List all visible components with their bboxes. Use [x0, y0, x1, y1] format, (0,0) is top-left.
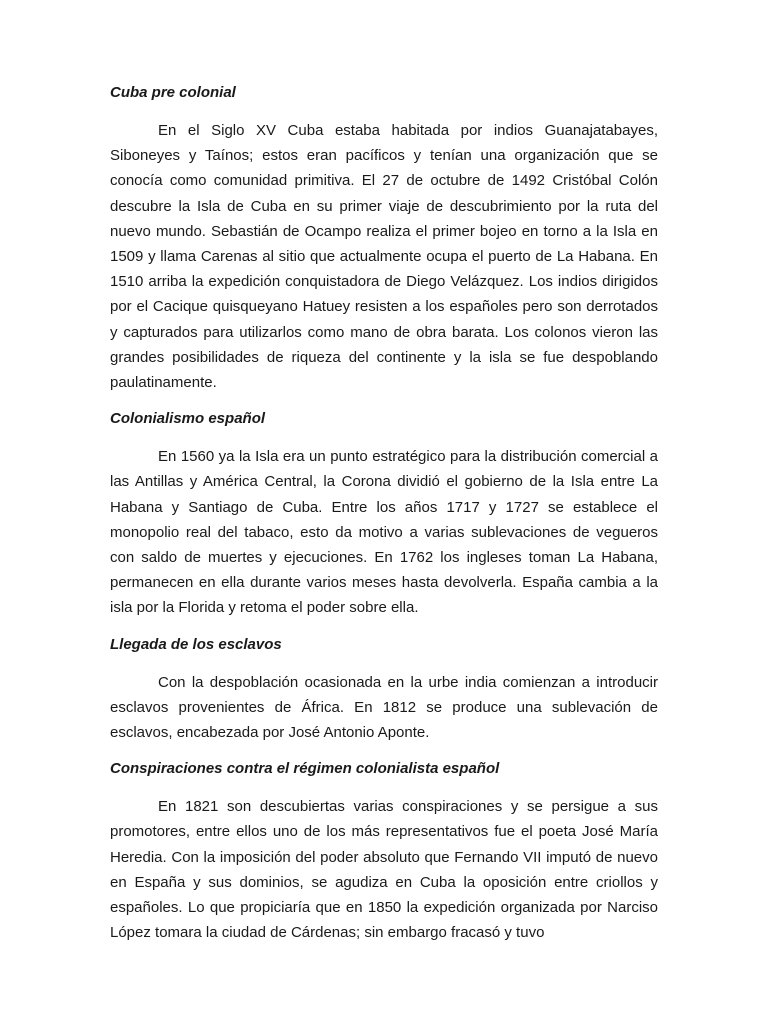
section-paragraph: Con la despoblación ocasionada en la urbe india comienzan a introducir esclavos provenientes de África. En 1812 se produce una sublevación de esclavos, encabezada por José Antonio Aponte.	[110, 673, 658, 742]
section-cuba-pre-colonial	[110, 80, 658, 395]
section-heading: Cuba pre colonial	[110, 84, 236, 101]
section-colonialismo-espanol	[110, 406, 658, 620]
section-heading: Conspiraciones contra el régimen colonialista español	[110, 760, 500, 778]
section-llegada-esclavos	[110, 632, 658, 746]
section-heading: Llegada de los esclavos	[110, 635, 282, 653]
document-page	[110, 80, 658, 956]
section-paragraph: En 1821 son descubiertas varias conspiraciones y se persigue a sus promotores, entre ellos uno de los más representativos fue el poeta José María Heredia. Con la imposición del poder absoluto que Fernando VII imputó de nuevo en España y sus dominios, se agudiza en Cuba la oposición entre criollos y españoles. Lo que propiciaría que en 1850 la expedición organizada por Narciso López tomara la ciudad de Cárdenas; sin embargo fracasó y tuvo	[110, 798, 658, 942]
section-paragraph: En el Siglo XV Cuba estaba habitada por indios Guanajatabayes, Siboneyes y Taínos; estos eran pacíficos y tenían una organización que se conocía como comunidad primitiva. El 27 de octubre de 1492 Cristóbal Colón descubre la Isla de Cuba en su primer viaje de descubrimiento por la ruta del nuevo mundo. Sebastián de Ocampo realiza el primer bojeo en torno a la Isla en 1509 y llama Carenas al sitio que actualmente ocupa el puerto de La Habana. En 1510 arriba la expedición conquistadora de Diego Velázquez. Los indios dirigidos por el Cacique quisqueyano Hatuey resisten a los españoles pero son derrotados y capturados para utilizarlos como mano de obra barata. Los colonos vieron las grandes posibilidades de riqueza del continente y la isla se fue despoblando paulatinamente.	[110, 122, 658, 392]
section-paragraph: En 1560 ya la Isla era un punto estratégico para la distribución comercial a las Antillas y América Central, la Corona dividió el gobierno de la Isla entre La Habana y Santiago de Cuba. Entre los años 1717 y 1727 se establece el monopolio real del tabaco, esto da motivo a varias sublevaciones de vegueros con saldo de muertes y ejecuciones. En 1762 los ingleses toman La Habana, permanecen en ella durante varios meses hasta devolverla. España cambia a la isla por la Florida y retoma el poder sobre ella.	[110, 448, 658, 617]
section-conspiraciones	[110, 756, 658, 945]
section-heading: Colonialismo español	[110, 410, 266, 428]
